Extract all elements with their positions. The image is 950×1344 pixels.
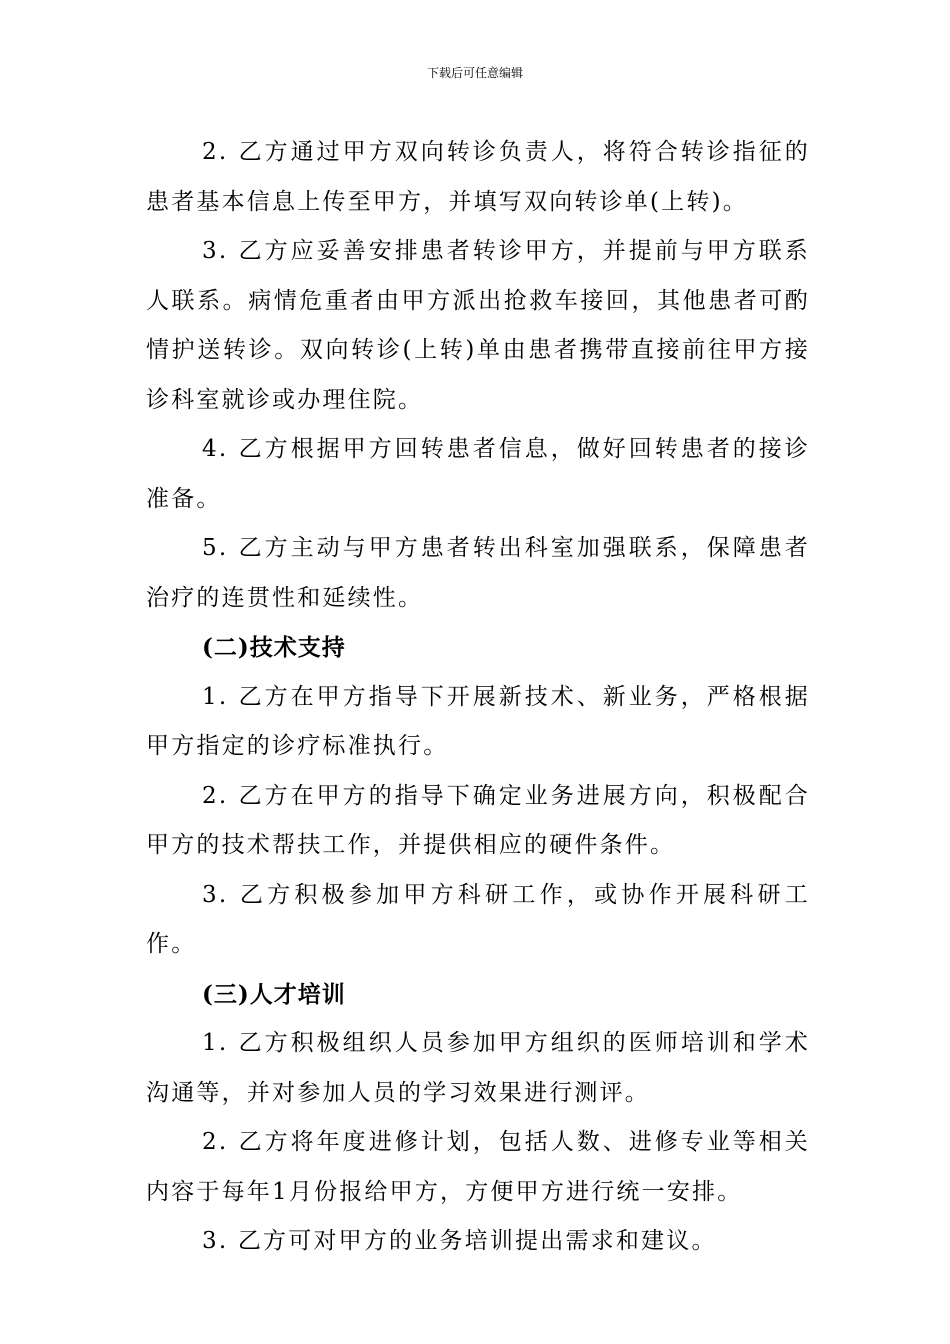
training-item-3: 3. 乙方可对甲方的业务培训提出需求和建议。 <box>202 1228 717 1254</box>
technical-item-1: 1. 乙方在甲方指导下开展新技术、新业务，严格根据甲方指定的诊疗标准执行。 <box>146 683 810 759</box>
technical-item-3: 3. 乙方积极参加甲方科研工作，或协作开展科研工作。 <box>146 881 810 957</box>
section-heading-technical-support: (二)技术支持 <box>202 634 346 661</box>
referral-item-4: 4. 乙方根据甲方回转患者信息，做好回转患者的接诊准备。 <box>146 436 810 512</box>
page-header: 下载后可任意编辑 <box>426 66 523 80</box>
referral-item-2: 2. 乙方通过甲方双向转诊负责人，将符合转诊指征的患者基本信息上传至甲方，并填写双向转诊单(上转)。 <box>146 139 810 215</box>
training-item-2: 2. 乙方将年度进修计划，包括人数、进修专业等相关内容于每年1月份报给甲方，方便甲方进行统一安排。 <box>146 1129 810 1205</box>
document-body <box>146 128 810 1267</box>
technical-item-2: 2. 乙方在甲方的指导下确定业务进展方向，积极配合甲方的技术帮扶工作，并提供相应的硬件条件。 <box>146 782 810 858</box>
training-item-1: 1. 乙方积极组织人员参加甲方组织的医师培训和学术沟通等，并对参加人员的学习效果进行测评。 <box>146 1030 810 1106</box>
referral-item-3: 3. 乙方应妥善安排患者转诊甲方，并提前与甲方联系人联系。病情危重者由甲方派出抢救车接回，其他患者可酌情护送转诊。双向转诊(上转)单由患者携带直接前往甲方接诊科室就诊或办理住院。 <box>146 238 810 413</box>
referral-item-5: 5. 乙方主动与甲方患者转出科室加强联系，保障患者治疗的连贯性和延续性。 <box>146 535 810 611</box>
section-heading-talent-training: (三)人才培训 <box>202 980 346 1008</box>
